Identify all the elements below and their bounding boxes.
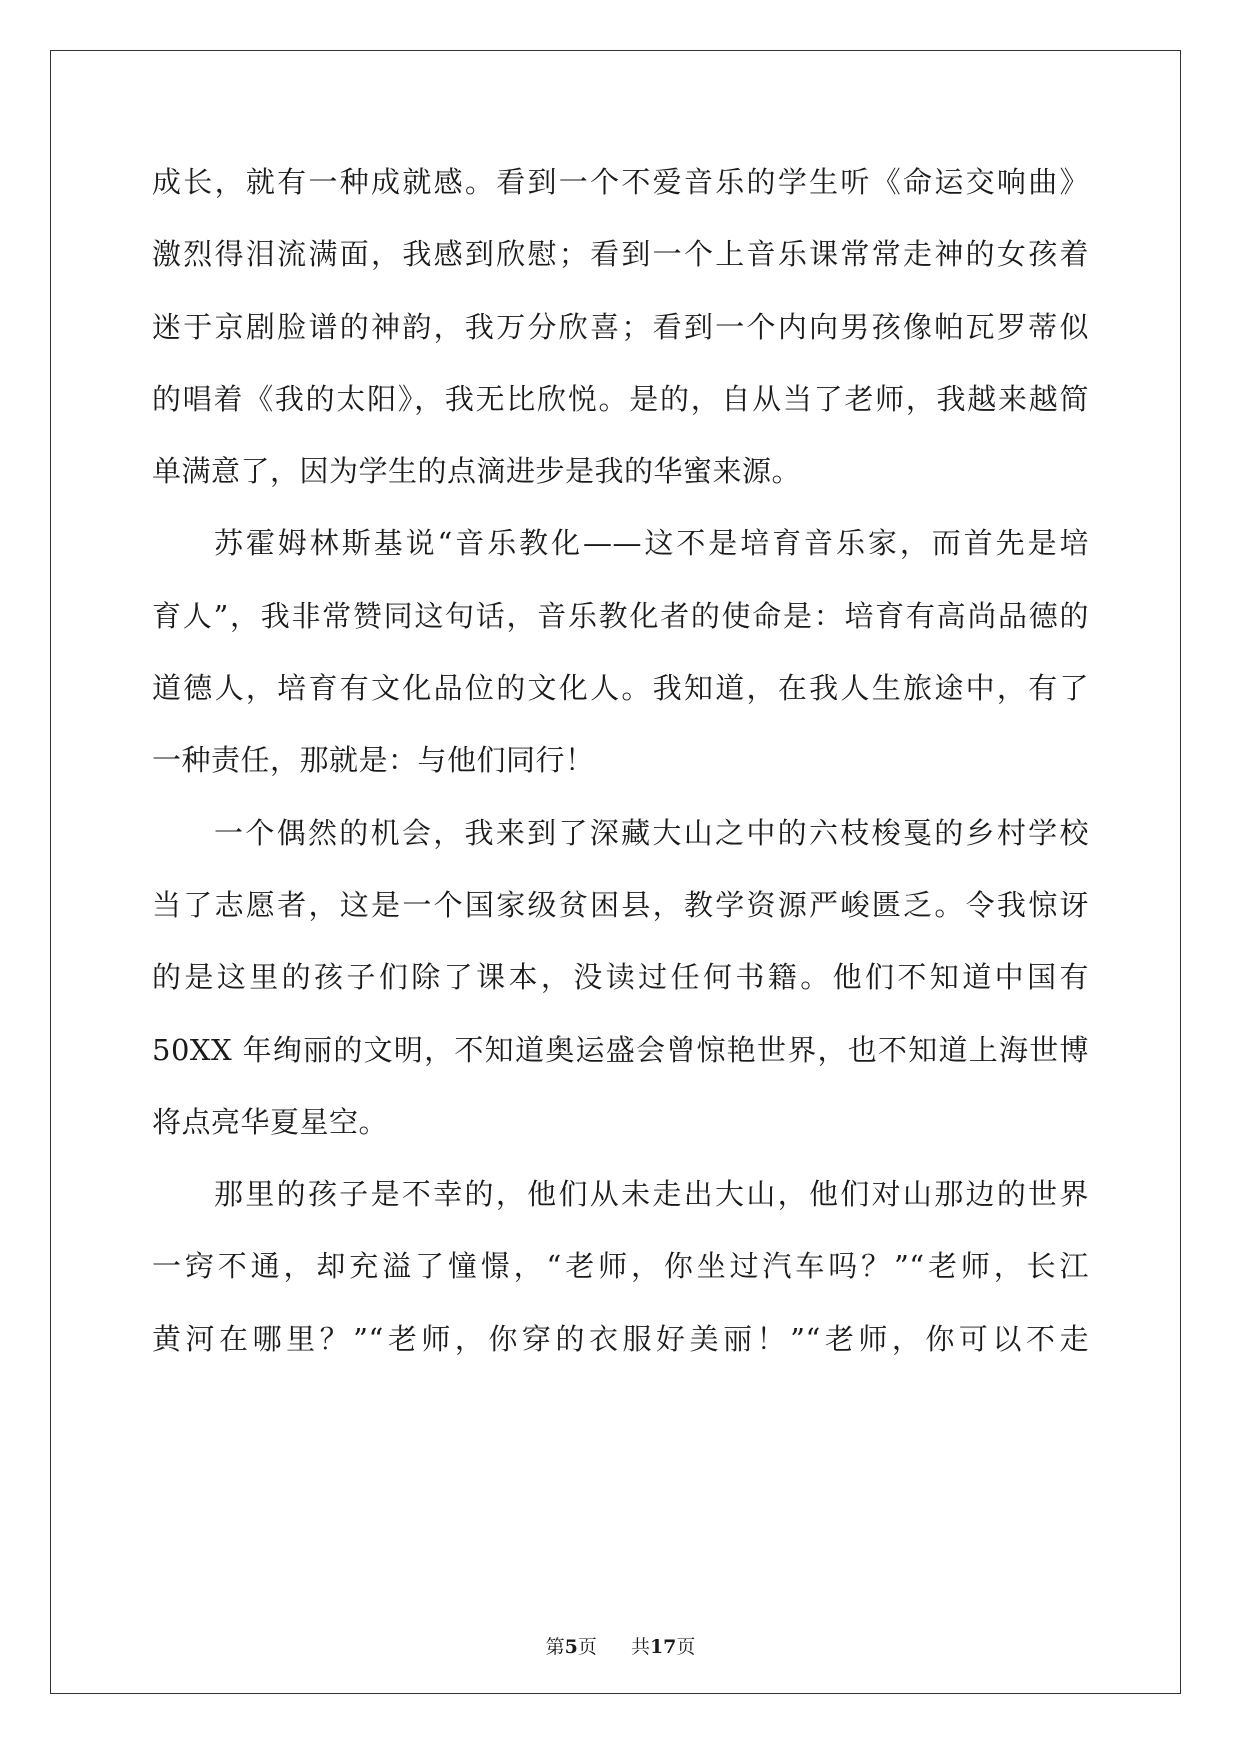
page-prefix: 第 [545,1636,565,1658]
total-suffix: 页 [676,1636,696,1658]
text-line: 成长，就有一种成就感。看到一个不爱音乐的学生听《命运交响曲》 [152,165,1089,199]
text-line: 黄河在哪里？”“老师，你穿的衣服好美丽！”“老师，你可以不走 [152,1321,1089,1356]
text-line: 一窍不通，却充溢了憧憬，“老师，你坐过汽车吗？”“老师，长江 [152,1249,1089,1284]
page-suffix: 页 [577,1636,597,1658]
document-body [152,157,1089,1386]
paragraph-first-line: 那里的孩子是不幸的，他们从未走出大山，他们对山那边的世界 [214,1177,1089,1212]
text-line: 道德人，培育有文化品位的文化人。我知道，在我人生旅途中，有了 [152,671,1089,706]
text-line: 50XX 年绚丽的文明，不知道奥运盛会曾惊艳世界，也不知道上海世博 [152,1032,1089,1067]
text-line: 当了志愿者，这是一个国家级贫困县，教学资源严峻匮乏。令我惊讶 [152,887,1089,922]
text-line: 激烈得泪流满面，我感到欣慰；看到一个上音乐课常常走神的女孩着 [152,237,1089,272]
text-line: 单满意了，因为学生的点滴进步是我的华蜜来源。 [152,454,802,489]
text-line: 将点亮华夏星空。 [152,1104,389,1139]
page-footer [0,1632,1241,1659]
paragraph-first-line: 苏霍姆林斯基说“音乐教化——这不是培育音乐家，而首先是培 [214,526,1089,561]
page-total [631,1632,695,1659]
text-line: 的唱着《我的太阳》，我无比欣悦。是的，自从当了老师，我越来越简 [152,381,1089,416]
text-line: 育人”，我非常赞同这句话，音乐教化者的使命是：培育有高尚品德的 [152,598,1089,633]
total-pages: 17 [649,1636,677,1658]
paragraph-first-line: 一个偶然的机会，我来到了深藏大山之中的六枝梭戛的乡村学校 [214,815,1089,850]
page-number [546,1632,597,1659]
text-line: 迷于京剧脸谱的神韵，我万分欣喜；看到一个内向男孩像帕瓦罗蒂似 [152,309,1089,344]
text-line: 一种责任，那就是：与他们同行！ [152,743,595,778]
text-line: 的是这里的孩子们除了课本，没读过任何书籍。他们不知道中国有 [152,960,1089,995]
current-page: 5 [564,1636,578,1658]
total-prefix: 共 [630,1636,650,1658]
